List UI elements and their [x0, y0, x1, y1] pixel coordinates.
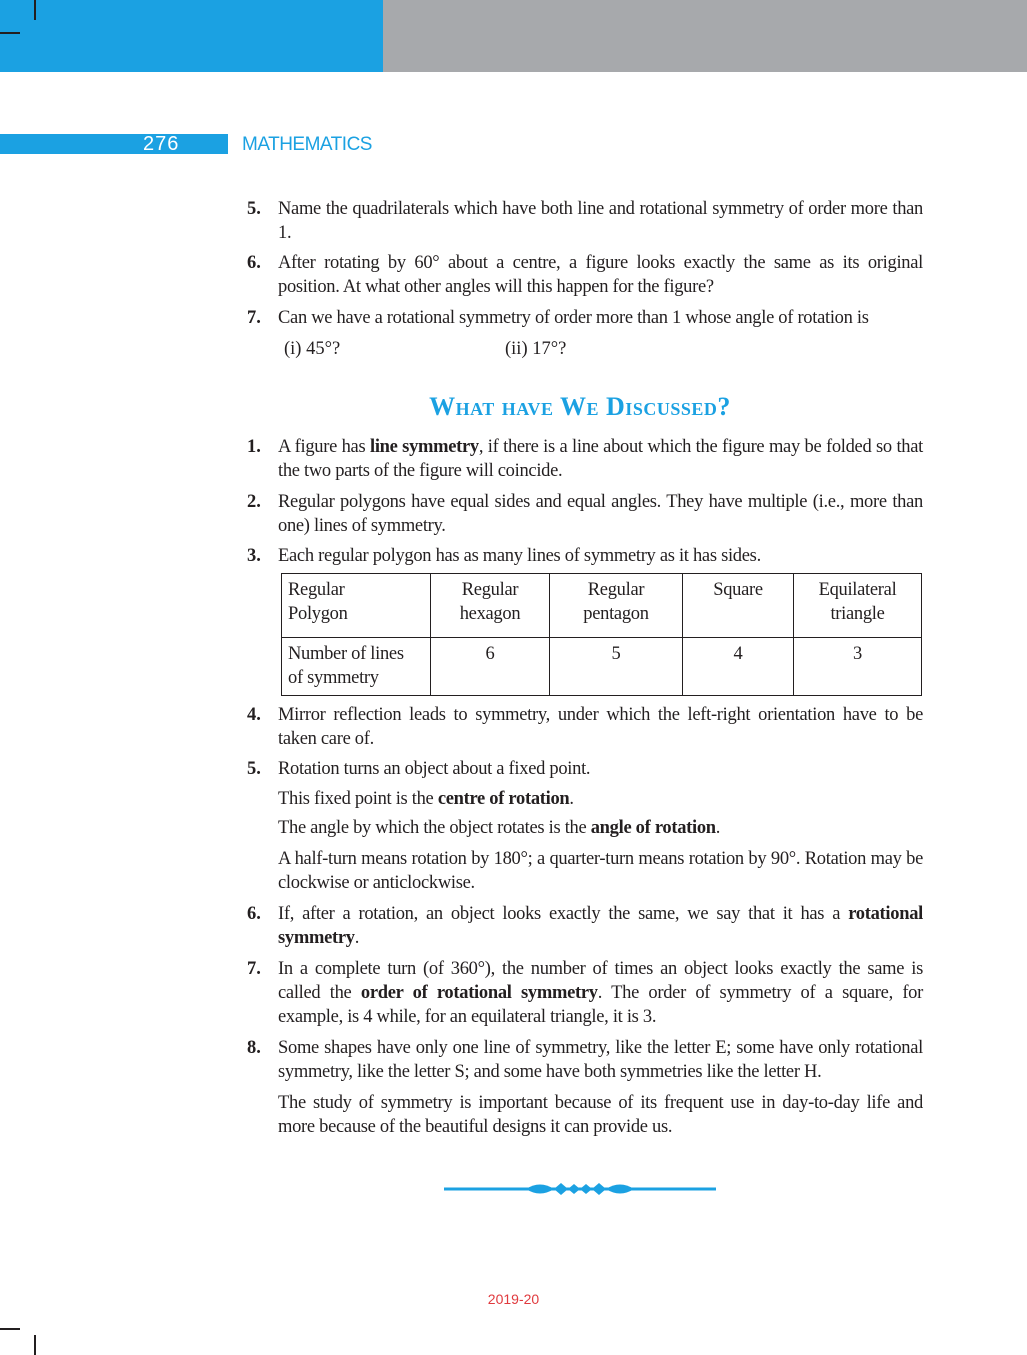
subject-title: MATHEMATICS	[242, 134, 372, 155]
term-angle-of-rotation: angle of rotation	[590, 818, 716, 838]
page-number: 276	[143, 133, 180, 155]
top-blue-band	[0, 0, 383, 72]
summary-item	[247, 957, 923, 1029]
exercise-item	[247, 197, 923, 245]
item-text: Can we have a rotational symmetry of order more than 1 whose angle of rotation is	[278, 308, 869, 328]
summary-item	[247, 703, 923, 751]
section-title: What have We Discussed?	[429, 392, 731, 421]
item-number: 5.	[247, 199, 261, 219]
item-text: Mirror reflection leads to symmetry, under which the left-right orientation have to be taken care of.	[278, 705, 923, 749]
item-text: Regular polygons have equal sides and equal angles. They have multiple (i.e., more than one) lines of symmetry.	[278, 492, 923, 536]
table-cell: 5	[550, 638, 683, 696]
item-number: 2.	[247, 492, 261, 512]
option-ii: (ii) 17°?	[505, 339, 567, 359]
table-cell: Regular pentagon	[550, 574, 683, 638]
item-text: A figure has line symmetry, if there is a line about which the figure may be folded so that the two parts of the figure will coincide.	[278, 437, 924, 481]
item-text: In a complete turn (of 360°), the number of times an object looks exactly the same is called the order of rotational symmetry. The order of symmetry of a square, for example, is 4 while, for an equilateral triangle, it is 3.	[278, 959, 923, 1027]
term-centre-of-rotation: centre of rotation	[437, 789, 570, 809]
item-text: Name the quadrilaterals which have both line and rotational symmetry of order more than 1.	[278, 199, 923, 243]
summary-item	[247, 490, 923, 538]
item-text: Rotation turns an object about a fixed point.	[278, 759, 591, 779]
year-footer: 2019-20	[487, 1291, 540, 1307]
term-rotational-symmetry: rotational symmetry	[278, 904, 923, 948]
table-header-cell: Number of lines of symmetry	[282, 638, 431, 696]
crop-mark	[34, 0, 36, 20]
table-row	[282, 638, 922, 696]
item-text: If, after a rotation, an object looks exactly the same, we say that it has a rotational symmetry.	[278, 904, 923, 948]
top-gray-band	[383, 0, 1027, 72]
table-row	[282, 574, 922, 638]
item-number: 7.	[247, 308, 261, 328]
summary-item	[247, 544, 923, 568]
item-text: Some shapes have only one line of symmetry, like the letter E; some have only rotational symmetry, like the letter S; and some have both symmetries like the letter H.	[278, 1038, 923, 1082]
item-number: 5.	[247, 759, 261, 779]
item-number: 1.	[247, 437, 261, 457]
option-i: (i) 45°?	[284, 339, 341, 359]
summary-item	[247, 902, 923, 950]
symmetry-table	[281, 573, 922, 696]
header-bar	[0, 134, 228, 154]
summary-item	[247, 757, 923, 781]
summary-item	[247, 1036, 923, 1084]
crop-mark	[0, 32, 20, 34]
item-number: 6.	[247, 253, 261, 273]
summary-subpara: The angle by which the object rotates is the angle of rotation.	[278, 818, 721, 838]
item-number: 4.	[247, 705, 261, 725]
summary-subpara: This fixed point is the centre of rotation.	[278, 789, 574, 809]
ornament-divider-icon	[444, 1178, 716, 1200]
table-header-cell: Regular Polygon	[282, 574, 431, 638]
term-line-symmetry: line symmetry	[369, 437, 479, 457]
table-cell: Square	[683, 574, 794, 638]
item-number: 8.	[247, 1038, 261, 1058]
crop-mark	[34, 1335, 36, 1355]
item-text: After rotating by 60° about a centre, a figure looks exactly the same as its original position. At what other angles will this happen for the figure?	[278, 253, 923, 297]
table-cell: 6	[431, 638, 550, 696]
table-cell: Equilateral triangle	[794, 574, 922, 638]
item-number: 3.	[247, 546, 261, 566]
summary-subpara: A half-turn means rotation by 180°; a quarter-turn means rotation by 90°. Rotation may be clockwise or anticlockwise.	[278, 849, 923, 893]
table-cell: 4	[683, 638, 794, 696]
summary-item	[247, 435, 923, 483]
item-number: 7.	[247, 959, 261, 979]
summary-subpara: The study of symmetry is important because of its frequent use in day-to-day life and more because of the beautiful designs it can provide us.	[278, 1093, 923, 1137]
exercise-item	[247, 251, 923, 299]
crop-mark	[0, 1328, 20, 1330]
exercise-item	[247, 306, 923, 330]
term-order-of-rotational-symmetry: order of rotational symmetry	[360, 983, 598, 1003]
item-text: Each regular polygon has as many lines of symmetry as it has sides.	[278, 546, 761, 566]
table-cell: Regular hexagon	[431, 574, 550, 638]
item-number: 6.	[247, 904, 261, 924]
table-cell: 3	[794, 638, 922, 696]
